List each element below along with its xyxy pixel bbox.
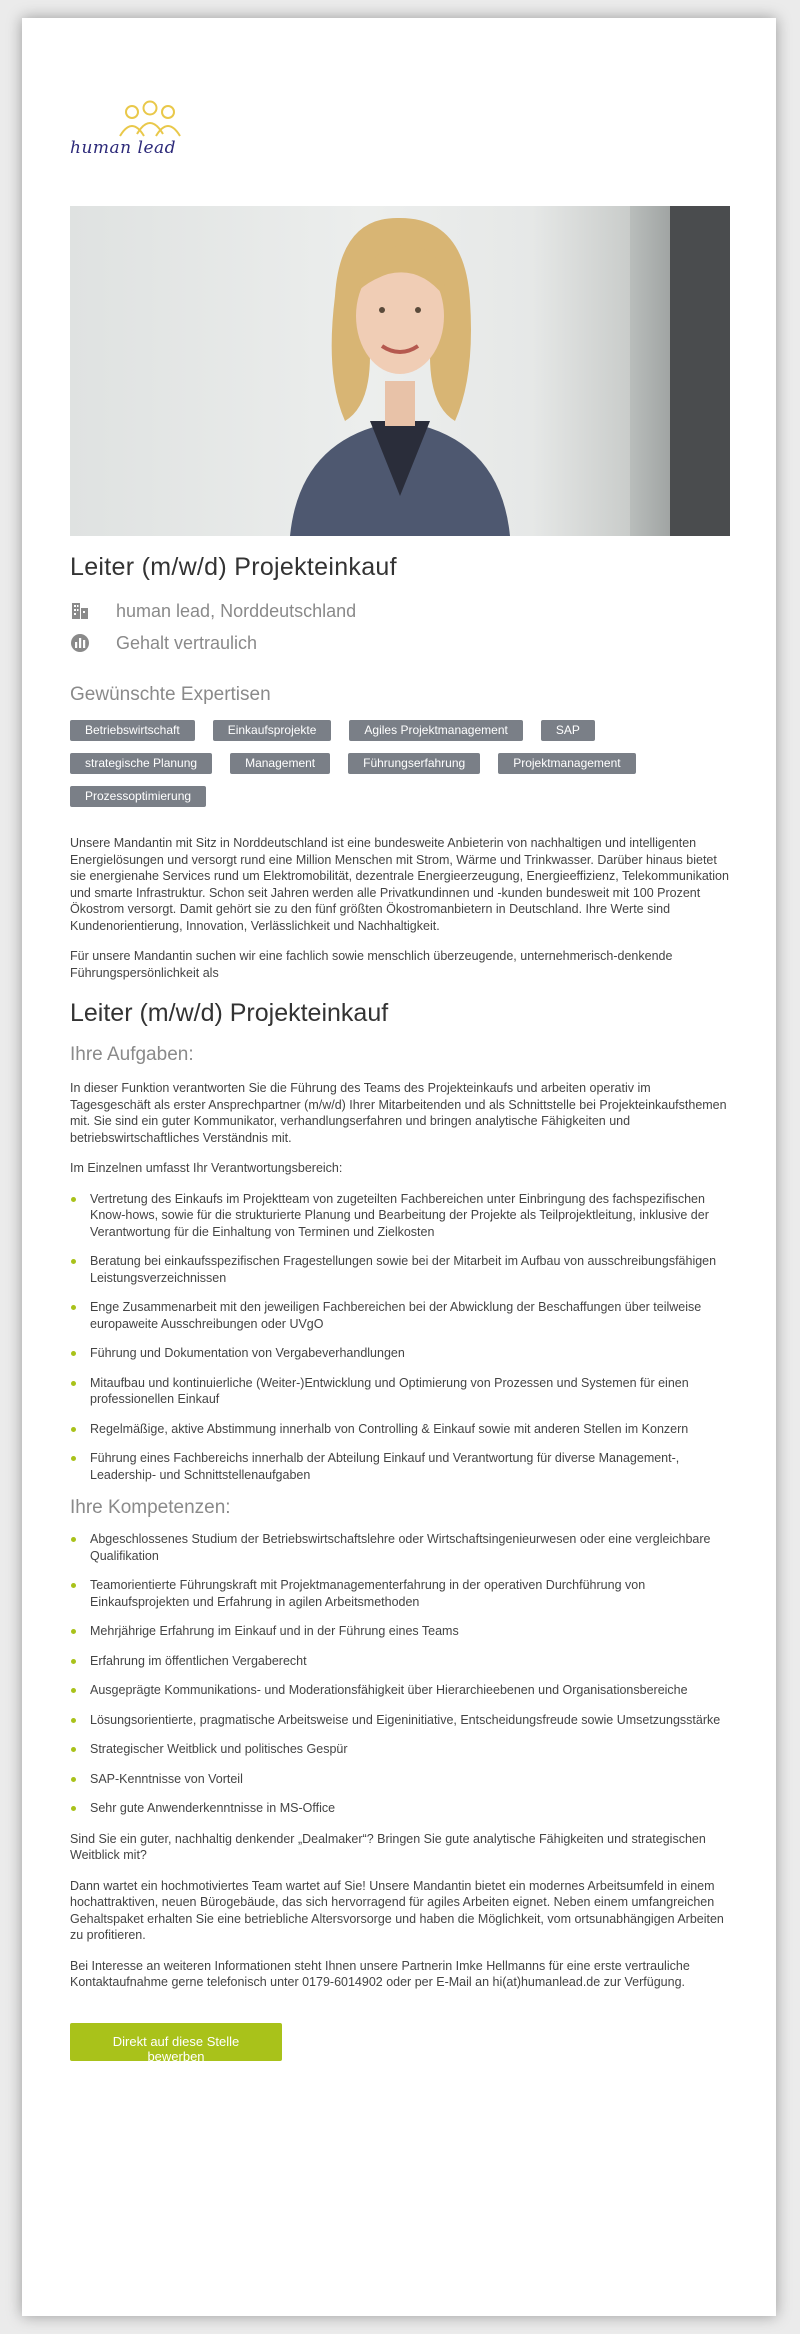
list-item: Regelmäßige, aktive Abstimmung innerhalb von Controlling & Einkauf sowie mit anderen Stellen im Konzern (70, 1421, 730, 1438)
tasks-lead: Im Einzelnen umfasst Ihr Verantwortungsbereich: (70, 1161, 343, 1175)
salary-row (70, 632, 730, 654)
expertise-tag: Prozessoptimierung (70, 786, 206, 807)
list-item: Vertretung des Einkaufs im Projektteam von zugeteilten Fachbereichen unter Einbringung des fachspezifischen Know-hows, sowie für die strukturierte Planung und Bearbeitung der Projekte als Teilprojektleitung, inklusive der Verantwortung für die Einhaltung von Terminen und Zielkosten (70, 1191, 730, 1241)
expertise-tag: Management (230, 753, 330, 774)
portrait-photo-icon (70, 206, 730, 536)
skills-heading: Ihre Kompetenzen: (70, 1497, 231, 1518)
expertise-tag: Betriebswirtschaft (70, 720, 195, 741)
expertise-tag: Projektmanagement (498, 753, 635, 774)
expertise-heading: Gewünschte Expertisen (70, 684, 271, 705)
chart-icon (70, 633, 90, 653)
list-item: Teamorientierte Führungskraft mit Projektmanagementerfahrung in der operativen Durchführung von Einkaufsprojekten und Erfahrung in agilen Arbeitsmethoden (70, 1577, 730, 1610)
expertise-tag: Führungserfahrung (348, 753, 480, 774)
skills-list (70, 1531, 730, 1817)
closing-paragraph: Dann wartet ein hochmotiviertes Team wartet auf Sie! Unsere Mandantin bietet ein modernes Arbeitsumfeld in einem hochattraktiven, neuen Bürogebäude, das sich hervorragend für agiles Arbeiten eignet. Neben einem umfangreichen Gehaltspaket erhalten Sie eine betriebliche Altersvorsorge und haben die Möglichkeit, vom ortsunabhängigen Arbeiten zu profitieren. (70, 1878, 724, 1942)
list-item: SAP-Kenntnisse von Vorteil (70, 1771, 730, 1788)
list-item: Enge Zusammenarbeit mit den jeweiligen Fachbereichen bei der Abwicklung der Beschaffungen über teilweise europaweite Ausschreibungen oder UVgO (70, 1299, 730, 1332)
job-card (22, 18, 776, 2316)
list-item: Erfahrung im öffentlichen Vergaberecht (70, 1653, 730, 1670)
list-item: Führung und Dokumentation von Vergabeverhandlungen (70, 1345, 730, 1362)
apply-button[interactable]: Direkt auf diese Stelle bewerben (70, 2023, 282, 2061)
list-item: Ausgeprägte Kommunikations- und Moderationsfähigkeit über Hierarchieebenen und Organisationsbereiche (70, 1682, 730, 1699)
tasks-heading: Ihre Aufgaben: (70, 1044, 194, 1065)
intro-paragraph: Unsere Mandantin mit Sitz in Norddeutschland ist eine bundesweite Anbieterin von nachhaltigen und intelligenten Energielösungen und versorgt rund eine Million Menschen mit Strom, Wärme und Trinkwasser. Darüber hinaus bietet sie energienahe Services rund um Elektromobilität, dezentrale Energieerzeugung, Energieeffizienz, Telekommunikation und smarte Infrastruktur. Schon seit Jahren werden alle Privatkundinnen und -kunden bundesweit mit 100 Prozent Ökostrom versorgt. Damit gehört sie zu den fünf größten Ökostromanbietern in Deutschland. Ihre Werte sind Kundenorientierung, Innovation, Verlässlichkeit und Nachhaltigkeit. (70, 836, 729, 933)
list-item: Mitaufbau und kontinuierliche (Weiter-)Entwicklung und Optimierung von Prozessen und Systemen für einen professionellen Einkauf (70, 1375, 730, 1408)
closing-paragraph: Bei Interesse an weiteren Informationen steht Ihnen unsere Partnerin Imke Hellmanns für eine erste vertrauliche Kontaktaufnahme gerne telefonisch unter 0179-6014902 oder per E-Mail an hi(at)humanlead.de zur Verfügung. (70, 1958, 690, 1989)
list-item: Führung eines Fachbereichs innerhalb der Abteilung Einkauf und Verantwortung für diverse Management-, Leadership- und Schnittstellenaufgaben (70, 1450, 730, 1483)
list-item: Sehr gute Anwenderkenntnisse in MS-Office (70, 1800, 730, 1817)
list-item: Strategischer Weitblick und politisches Gespür (70, 1741, 730, 1758)
building-icon (70, 601, 90, 621)
logo-text: human lead (70, 138, 177, 158)
three-people-logo-icon (110, 100, 190, 140)
intro-paragraph: Für unsere Mandantin suchen wir eine fachlich sowie menschlich überzeugende, unternehmerisch-denkende Führungspersönlichkeit als (70, 949, 673, 980)
expertise-tag: Agiles Projektmanagement (349, 720, 522, 741)
tasks-list (70, 1191, 730, 1484)
list-item: Abgeschlossenes Studium der Betriebswirtschaftslehre oder Wirtschaftsingenieurwesen oder eine vergleichbare Qualifikation (70, 1531, 730, 1564)
company-row (70, 600, 730, 622)
list-item: Mehrjährige Erfahrung im Einkauf und in der Führung eines Teams (70, 1623, 730, 1640)
tasks-intro: In dieser Funktion verantworten Sie die Führung des Teams des Projekteinkaufs und arbeiten operativ im Tagesgeschäft als erster Ansprechpartner (m/w/d) Ihrer Mitarbeitenden und als Schnittstelle bei Projekteinkaufsthemen mit. Sie sind ein guter Kommunikator, verhandlungserfahren und bringen analytische Fähigkeiten und betriebswirtschaftliches Verständnis mit. (70, 1081, 727, 1145)
salary-info: Gehalt vertraulich (116, 632, 258, 653)
expertise-tags (70, 720, 730, 819)
job-title-repeat: Leiter (m/w/d) Projekteinkauf (70, 999, 389, 1027)
expertise-tag: strategische Planung (70, 753, 212, 774)
company-logo[interactable] (70, 100, 200, 170)
list-item: Beratung bei einkaufsspezifischen Fragestellungen sowie bei der Mitarbeit im Aufbau von ausschreibungsfähigen Leistungsverzeichnissen (70, 1253, 730, 1286)
list-item: Lösungsorientierte, pragmatische Arbeitsweise und Eigeninitiative, Entscheidungsfreude sowie Umsetzungsstärke (70, 1712, 730, 1729)
company-location: human lead, Norddeutschland (116, 600, 357, 621)
hero-image (70, 206, 730, 536)
expertise-tag: SAP (541, 720, 595, 741)
closing-paragraph: Sind Sie ein guter, nachhaltig denkender „Dealmaker“? Bringen Sie gute analytische Fähigkeiten und strategischen Weitblick mit? (70, 1831, 706, 1862)
job-title: Leiter (m/w/d) Projekteinkauf (70, 553, 397, 581)
expertise-tag: Einkaufsprojekte (213, 720, 332, 741)
